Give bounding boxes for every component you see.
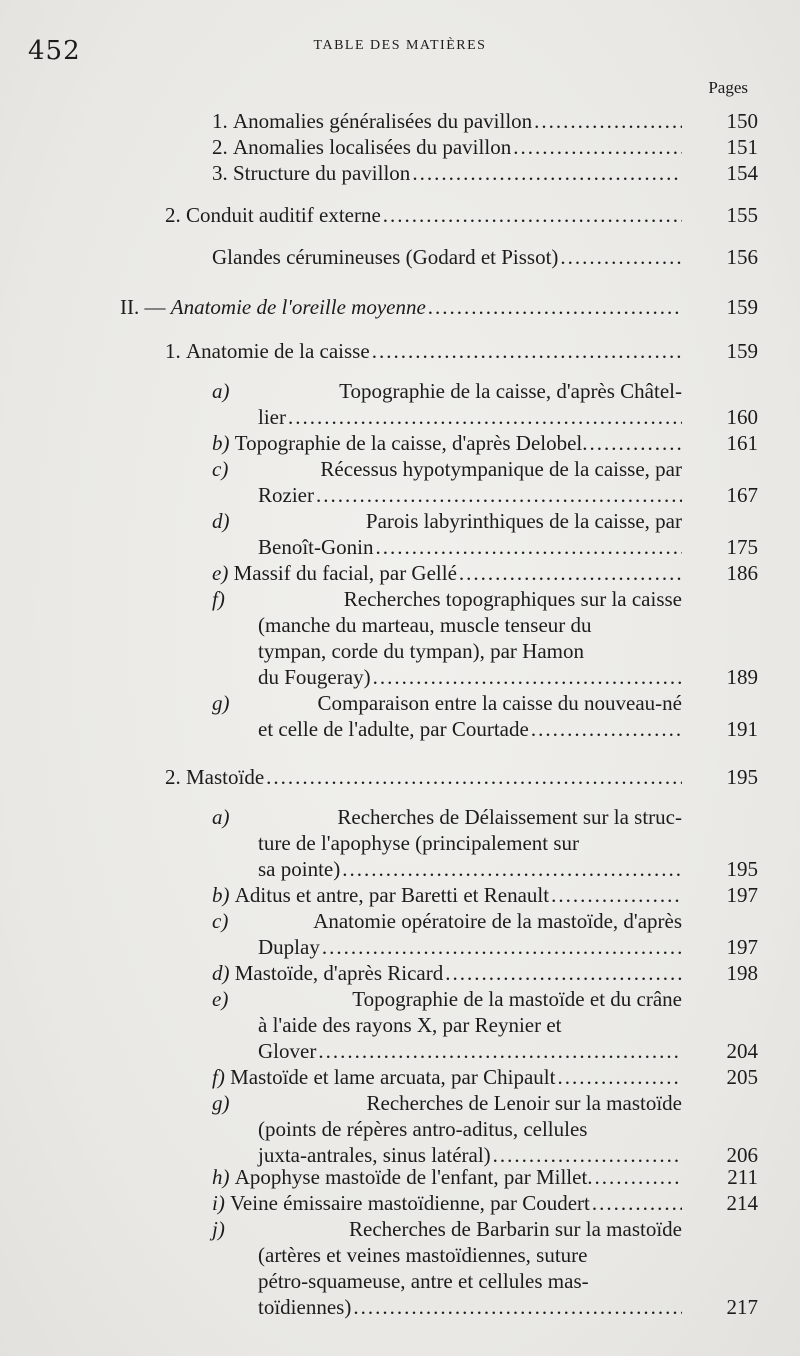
toc-entry-title: Conduit auditif externe [186, 203, 381, 227]
toc-entry-title: (points de répères antro-aditus, cellules [258, 1117, 588, 1141]
toc-entry [212, 1064, 682, 1090]
toc-page-number: 159 [726, 295, 758, 319]
toc-entry [212, 986, 682, 1064]
dot-leader [381, 202, 682, 228]
toc-entry-title: et celle de l'adulte, par Courtade [258, 717, 529, 741]
toc-entry-label: a) [212, 379, 235, 403]
toc-entry-title: Topographie de la caisse, d'après Delobel. [234, 431, 588, 455]
toc-page-number: 155 [726, 203, 758, 227]
toc-entry-title: Anatomie de l'oreille moyenne [170, 295, 426, 319]
toc-entry-title: Recherches topographiques sur la caisse [343, 587, 682, 611]
toc-entry-label: c) [212, 457, 234, 481]
toc-entry [212, 1216, 682, 1320]
toc-entry-label: 2. [165, 203, 186, 227]
toc-entry [212, 1190, 682, 1216]
toc-entry-label: i) [212, 1191, 231, 1215]
dot-leader [351, 1294, 682, 1320]
dot-leader [264, 764, 682, 790]
toc-entry-label: e) [212, 561, 234, 585]
toc-entry-title: Recherches de Lenoir sur la mastoïde [366, 1091, 682, 1115]
toc-entry-title: Anatomie de la caisse [186, 339, 370, 363]
toc-entry [212, 1090, 682, 1168]
toc-page-number: 154 [726, 161, 758, 185]
toc-entry-title: à l'aide des rayons X, par Reynier et [258, 1013, 562, 1037]
dot-leader [371, 664, 682, 690]
toc-page-number: 217 [726, 1295, 758, 1319]
toc-page-number: 206 [726, 1143, 758, 1167]
page-number: 452 [28, 36, 81, 66]
dot-leader [314, 482, 682, 508]
toc-entry-label: b) [212, 431, 235, 455]
toc-entry-title: Recherches de Barbarin sur la mastoïde [349, 1217, 682, 1241]
dot-leader [426, 294, 682, 320]
toc-entry-title: Glover [258, 1039, 317, 1063]
dot-leader [549, 882, 682, 908]
toc-page-number: 214 [726, 1191, 758, 1215]
toc-entry [212, 586, 682, 690]
toc-entry-title: Aditus et antre, par Baretti et Renault [234, 883, 550, 907]
toc-entry-title: Recherches de Délaissement sur la struc- [337, 805, 682, 829]
toc-entry-title: Veine émissaire mastoïdienne, par Coudert [230, 1191, 590, 1215]
toc-entry-title: Benoît-Gonin [258, 535, 374, 559]
toc-entry-title: juxta-antrales, sinus latéral) [258, 1143, 491, 1167]
toc-page-number: 160 [726, 405, 758, 429]
toc-entry [165, 764, 682, 790]
dot-leader [457, 560, 682, 586]
toc-entry-label: j) [212, 1217, 231, 1241]
toc-entry-label: b) [212, 883, 235, 907]
toc-entry [212, 134, 682, 160]
toc-entry [120, 294, 682, 320]
toc-entry-label: a) [212, 805, 235, 829]
dot-leader [410, 160, 682, 186]
dot-leader [340, 856, 682, 882]
toc-page-number: 204 [726, 1039, 758, 1063]
toc-entry-title: Récessus hypotympanique de la caisse, par [320, 457, 682, 481]
toc-entry-label: 1. [212, 109, 233, 133]
toc-entry [212, 882, 682, 908]
toc-entry-label: h) [212, 1165, 235, 1189]
dot-leader [590, 1190, 682, 1216]
toc-entry-title: pétro-squameuse, antre et cellules mas- [258, 1269, 589, 1293]
running-head: TABLE DES MATIÈRES [313, 38, 487, 53]
toc-entry [165, 338, 682, 364]
toc-entry-title: Rozier [258, 483, 314, 507]
toc-page-number: 175 [726, 535, 758, 559]
toc-entry-title: Mastoïde, d'après Ricard [234, 961, 444, 985]
toc-entry-title: (manche du marteau, muscle tenseur du [258, 613, 592, 637]
toc-entry-title: Anatomie opératoire de la mastoïde, d'après [313, 909, 682, 933]
toc-page-number: 186 [726, 561, 758, 585]
dot-leader [316, 1038, 682, 1064]
toc-entry [212, 908, 682, 960]
toc-entry [212, 108, 682, 134]
toc-entry-label: g) [212, 691, 235, 715]
toc-entry-label: f) [212, 587, 231, 611]
toc-entry [212, 456, 682, 508]
toc-entry-title: Parois labyrinthiques de la caisse, par [365, 509, 682, 533]
toc-entry-label: g) [212, 1091, 235, 1115]
toc-entry-title: (artères et veines mastoïdiennes, suture [258, 1243, 588, 1267]
toc-page-number: 211 [727, 1165, 758, 1189]
toc-page-number: 197 [726, 883, 758, 907]
dot-leader [532, 108, 682, 134]
toc-entry-title: Structure du pavillon [233, 161, 411, 185]
dot-leader [286, 404, 682, 430]
toc-page-number: 150 [726, 109, 758, 133]
toc-entry-label: e) [212, 987, 234, 1011]
dot-leader [443, 960, 682, 986]
toc-page-number: 159 [726, 339, 758, 363]
toc-entry-label: d) [212, 961, 235, 985]
toc-entry-title: sa pointe) [258, 857, 341, 881]
toc-entry [212, 378, 682, 430]
toc-page-number: 167 [726, 483, 758, 507]
toc-page-number: 195 [726, 765, 758, 789]
toc-entry-title: Apophyse mastoïde de l'enfant, par Millet. [234, 1165, 593, 1189]
toc-page-number: 198 [726, 961, 758, 985]
toc-entry [212, 160, 682, 186]
toc-page-number: 151 [726, 135, 758, 159]
toc-entry-title: lier [258, 405, 286, 429]
toc-entry-label: d) [212, 509, 235, 533]
toc-entry-label: 3. [212, 161, 233, 185]
dot-leader [370, 338, 682, 364]
dot-leader [558, 244, 682, 270]
toc-entry-label: II. — [120, 295, 171, 319]
toc-entry [212, 244, 682, 270]
toc-entry [212, 960, 682, 986]
toc-entry [212, 430, 682, 456]
toc-entry-title: Massif du facial, par Gellé [233, 561, 457, 585]
dot-leader [511, 134, 682, 160]
toc-entry-title: du Fougeray) [258, 665, 371, 689]
dot-leader [529, 716, 682, 742]
toc-page-number: 197 [726, 935, 758, 959]
toc-page-number: 205 [726, 1065, 758, 1089]
toc-entry-title: Mastoïde [186, 765, 265, 789]
toc-entry [165, 202, 682, 228]
toc-entry-title: Anomalies généralisées du pavillon [233, 109, 533, 133]
toc-entry-title: toïdiennes) [258, 1295, 352, 1319]
toc-entry-title: Topographie de la caisse, d'après Châtel- [339, 379, 682, 403]
dot-leader [374, 534, 683, 560]
toc-entry-title: tympan, corde du tympan), par Hamon [258, 639, 584, 663]
toc-entry-label: 1. [165, 339, 186, 363]
toc-page-number: 156 [726, 245, 758, 269]
toc-entry-title: Comparaison entre la caisse du nouveau-né [317, 691, 682, 715]
toc-entry [212, 508, 682, 560]
dot-leader [555, 1064, 682, 1090]
toc-entry-title: Mastoïde et lame arcuata, par Chipault [230, 1065, 556, 1089]
dot-leader [593, 1164, 682, 1190]
toc-entry-title: Anomalies localisées du pavillon [233, 135, 512, 159]
dot-leader [320, 934, 682, 960]
toc-entry-title: ture de l'apophyse (principalement sur [258, 831, 580, 855]
pages-column-label: Pages [708, 78, 748, 97]
toc-entry-title: Duplay [258, 935, 320, 959]
toc-entry-label: c) [212, 909, 234, 933]
toc-entry-title: Glandes cérumineuses (Godard et Pissot) [212, 245, 559, 269]
toc-entry-label: f) [212, 1065, 231, 1089]
dot-leader [588, 430, 682, 456]
toc-page-number: 189 [726, 665, 758, 689]
toc-entry-label: 2. [212, 135, 233, 159]
toc-entry [212, 804, 682, 882]
toc-entry-label: 2. [165, 765, 186, 789]
toc-entry [212, 560, 682, 586]
toc-page-number: 161 [726, 431, 758, 455]
toc-page-number: 191 [726, 717, 758, 741]
toc-page-number: 195 [726, 857, 758, 881]
toc-entry [212, 690, 682, 742]
toc-entry-title: Topographie de la mastoïde et du crâne [352, 987, 682, 1011]
toc-entry [212, 1164, 682, 1190]
